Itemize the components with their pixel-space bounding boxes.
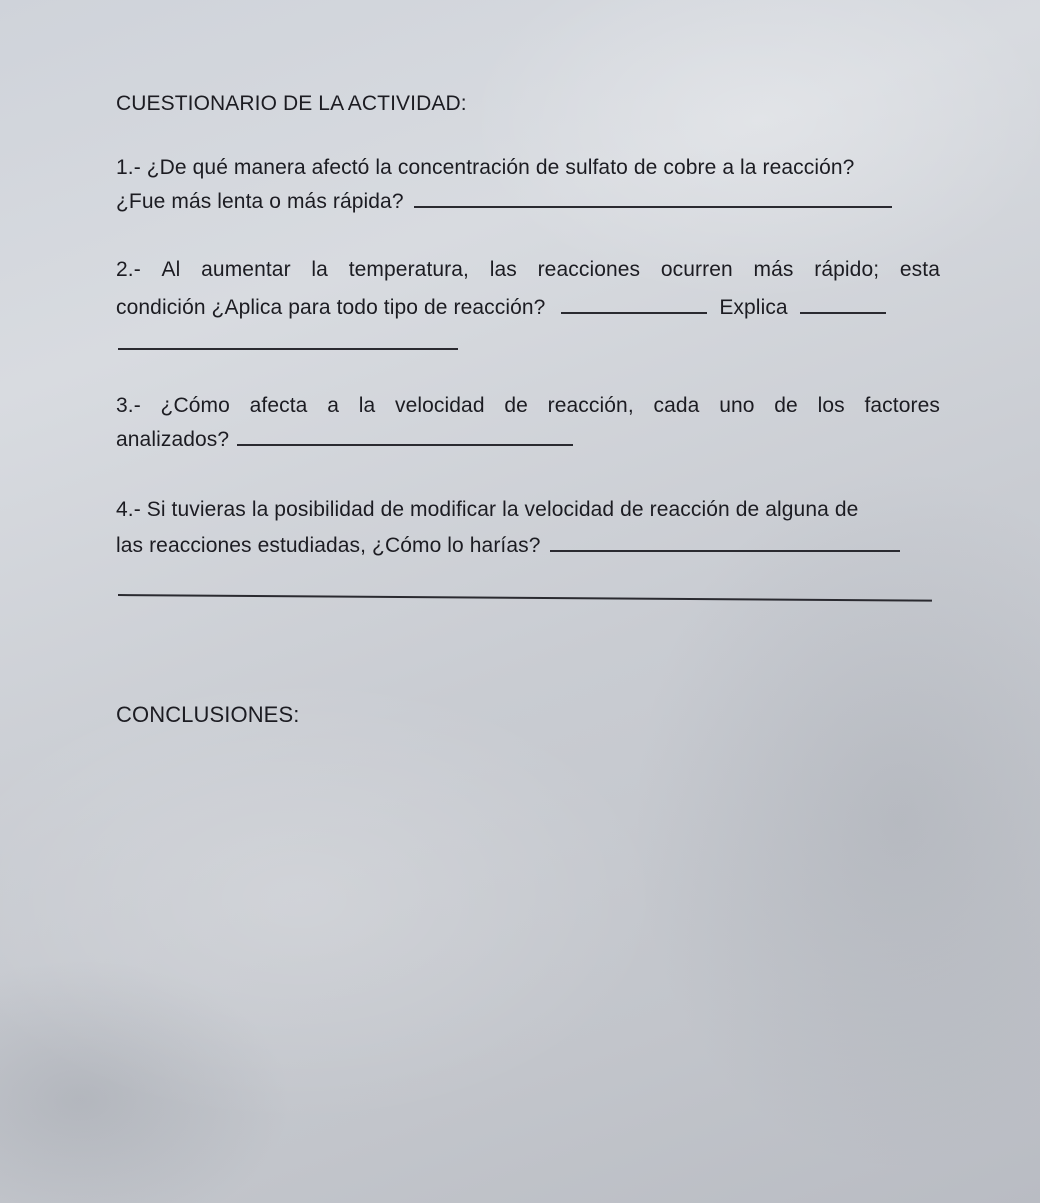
answer-line-4b[interactable] xyxy=(118,594,932,602)
answer-blank-1[interactable] xyxy=(414,205,892,208)
q2-word: las xyxy=(489,258,517,281)
answer-blank-2a[interactable] xyxy=(561,311,707,314)
question-1-prompt: ¿Fue más lenta o más rápida? xyxy=(116,190,404,213)
q2-word: la xyxy=(311,258,328,281)
q2-word: reacciones xyxy=(537,258,641,281)
q3-word: de xyxy=(504,394,528,417)
q2-word: 2.- xyxy=(116,258,141,281)
question-3-line-1 xyxy=(116,394,940,418)
q3-word: factores xyxy=(864,394,940,417)
question-2-prompt: condición ¿Aplica para todo tipo de reacción? xyxy=(116,296,546,319)
q3-word: uno xyxy=(719,394,755,417)
q3-word: 3.- xyxy=(116,394,141,417)
q2-word: rápido; xyxy=(814,258,880,281)
q3-word: velocidad xyxy=(394,394,485,417)
q3-word: los xyxy=(817,394,845,417)
answer-blank-4a[interactable] xyxy=(550,549,900,552)
question-1-line-2 xyxy=(116,190,892,214)
question-1-line-1: 1.- ¿De qué manera afectó la concentración de sulfato de cobre a la reacción? xyxy=(116,156,855,179)
question-3-line-2 xyxy=(116,428,573,452)
q2-word: temperatura, xyxy=(348,258,469,281)
question-4-line-2 xyxy=(116,534,900,558)
q2-word: esta xyxy=(899,258,940,281)
q3-word: la xyxy=(358,394,376,417)
q3-word: afecta xyxy=(249,394,308,417)
q3-word: de xyxy=(774,394,798,417)
q3-word: cada xyxy=(653,394,700,417)
answer-line-2c[interactable] xyxy=(118,348,458,350)
q2-word: aumentar xyxy=(201,258,291,281)
q3-word: ¿Cómo xyxy=(160,394,230,417)
explica-label: Explica xyxy=(719,296,788,319)
question-2-line-1 xyxy=(116,258,940,282)
q2-word: más xyxy=(753,258,794,281)
q2-word: Al xyxy=(161,258,181,281)
question-2-line-2 xyxy=(116,296,886,320)
conclusions-heading: CONCLUSIONES: xyxy=(116,702,300,727)
q3-word: a xyxy=(327,394,339,417)
q2-word: ocurren xyxy=(660,258,733,281)
page-title: CUESTIONARIO DE LA ACTIVIDAD: xyxy=(116,92,467,115)
answer-blank-2b[interactable] xyxy=(800,311,886,314)
question-4-line-1: 4.- Si tuvieras la posibilidad de modificar la velocidad de reacción de alguna de xyxy=(116,498,859,521)
question-4-prompt: las reacciones estudiadas, ¿Cómo lo harías? xyxy=(116,534,541,557)
question-3-prompt: analizados? xyxy=(116,428,230,451)
q3-word: reacción, xyxy=(547,394,634,417)
answer-blank-3[interactable] xyxy=(237,443,573,446)
